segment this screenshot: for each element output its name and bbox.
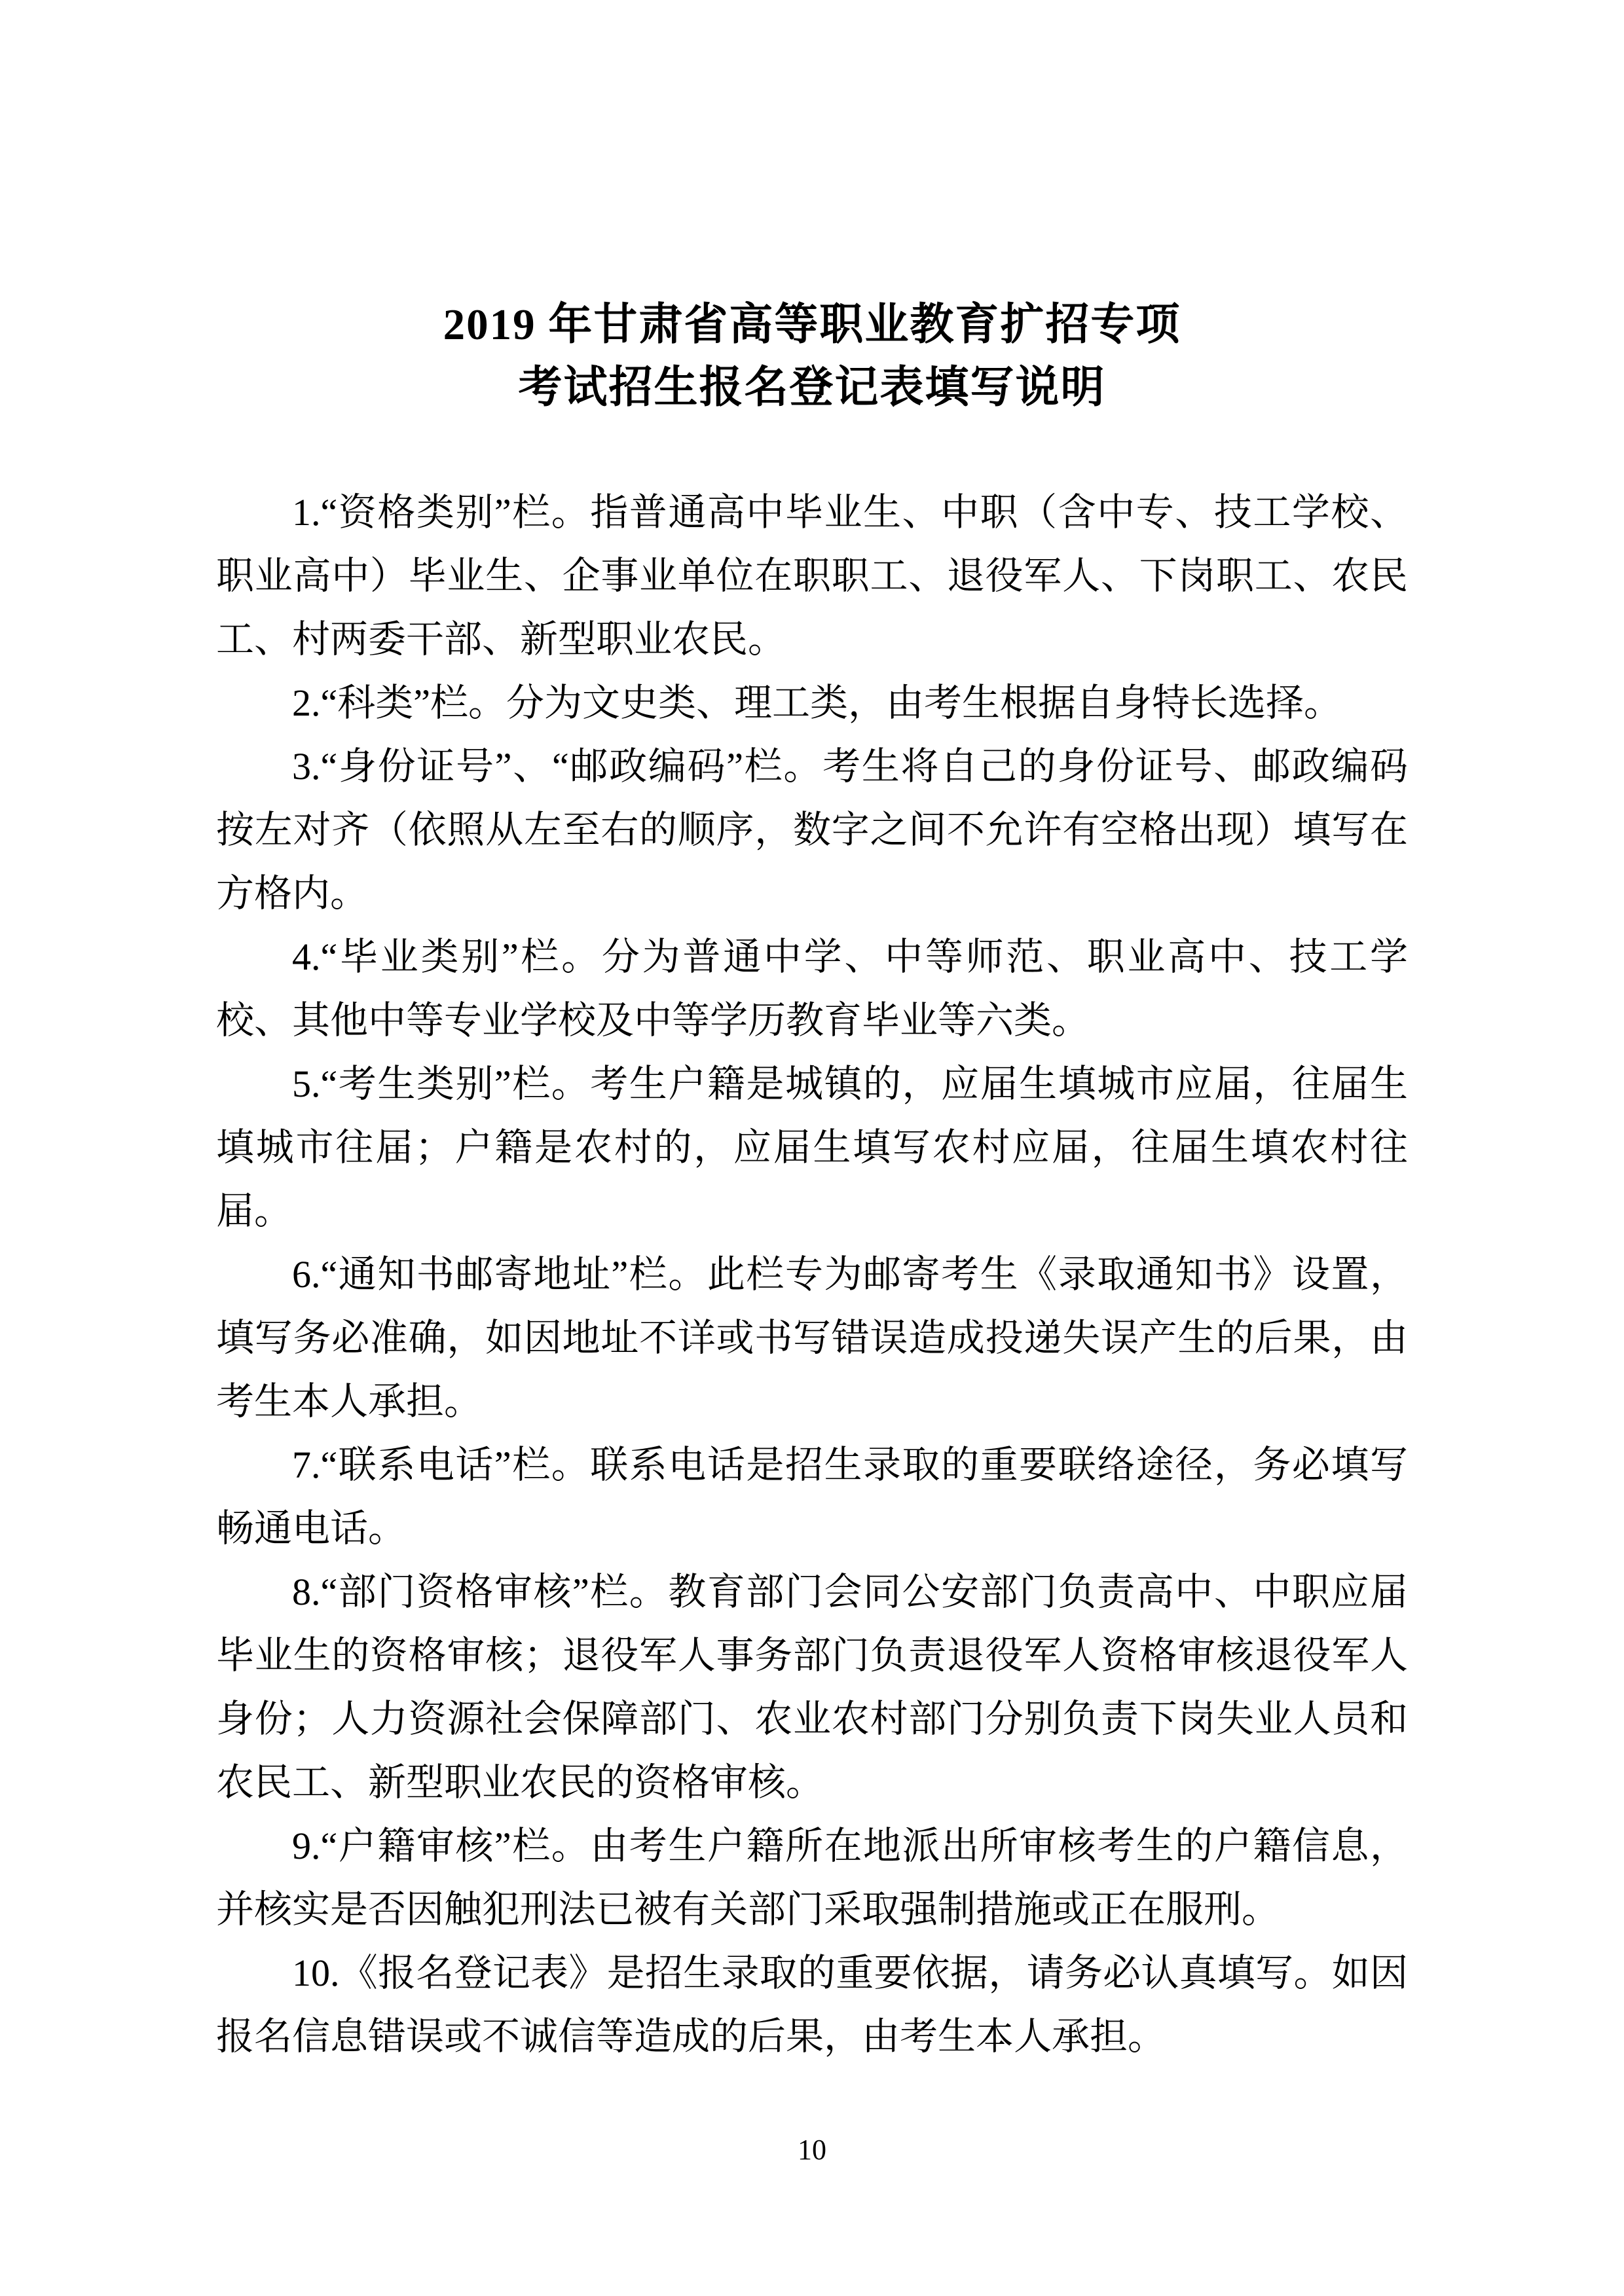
- instruction-item-4: 4.“毕业类别”栏。分为普通中学、中等师范、职业高中、技工学校、其他中等专业学校及中等学历教育毕业等六类。: [216, 936, 1408, 1042]
- instruction-item-1: 1.“资格类别”栏。指普通高中毕业生、中职（含中专、技工学校、职业高中）毕业生、企事业单位在职职工、退役军人、下岗职工、农民工、村两委干部、新型职业农民。: [216, 491, 1408, 661]
- instruction-item-2: 2.“科类”栏。分为文史类、理工类，由考生根据自身特长选择。: [292, 682, 1342, 724]
- page-number: 10: [798, 2134, 826, 2166]
- instruction-item-6: 6.“通知书邮寄地址”栏。此栏专为邮寄考生《录取通知书》设置，填写务必准确，如因地址不详或书写错误造成投递失误产生的后果，由考生本人承担。: [216, 1253, 1408, 1423]
- instruction-item-5: 5.“考生类别”栏。考生户籍是城镇的，应届生填城市应届，往届生填城市往届；户籍是农村的，应届生填写农村应届，往届生填农村往届。: [216, 1063, 1408, 1232]
- instruction-item-7: 7.“联系电话”栏。联系电话是招生录取的重要联络途径，务必填写畅通电话。: [216, 1444, 1408, 1550]
- document-title-line-1: 2019 年甘肃省高等职业教育扩招专项: [443, 301, 1181, 349]
- document-title: [216, 293, 1408, 419]
- instruction-item-10: 10.《报名登记表》是招生录取的重要依据，请务必认真填写。如因报名信息错误或不诚信等造成的后果，由考生本人承担。: [216, 1952, 1408, 2058]
- instruction-item-8: 8.“部门资格审核”栏。教育部门会同公安部门负责高中、中职应届毕业生的资格审核；退役军人事务部门负责退役军人资格审核退役军人身份；人力资源社会保障部门、农业农村部门分别负责下岗失业人员和农民工、新型职业农民的资格审核。: [216, 1571, 1408, 1804]
- instruction-item-3: 3.“身份证号”、“邮政编码”栏。考生将自己的身份证号、邮政编码按左对齐（依照从左至右的顺序，数字之间不允许有空格出现）填写在方格内。: [216, 745, 1408, 915]
- document-title-line-2: 考试招生报名登记表填写说明: [518, 363, 1106, 412]
- instruction-item-9: 9.“户籍审核”栏。由考生户籍所在地派出所审核考生的户籍信息，并核实是否因触犯刑法已被有关部门采取强制措施或正在服刑。: [216, 1825, 1408, 1931]
- instructions-list: [216, 481, 1408, 2068]
